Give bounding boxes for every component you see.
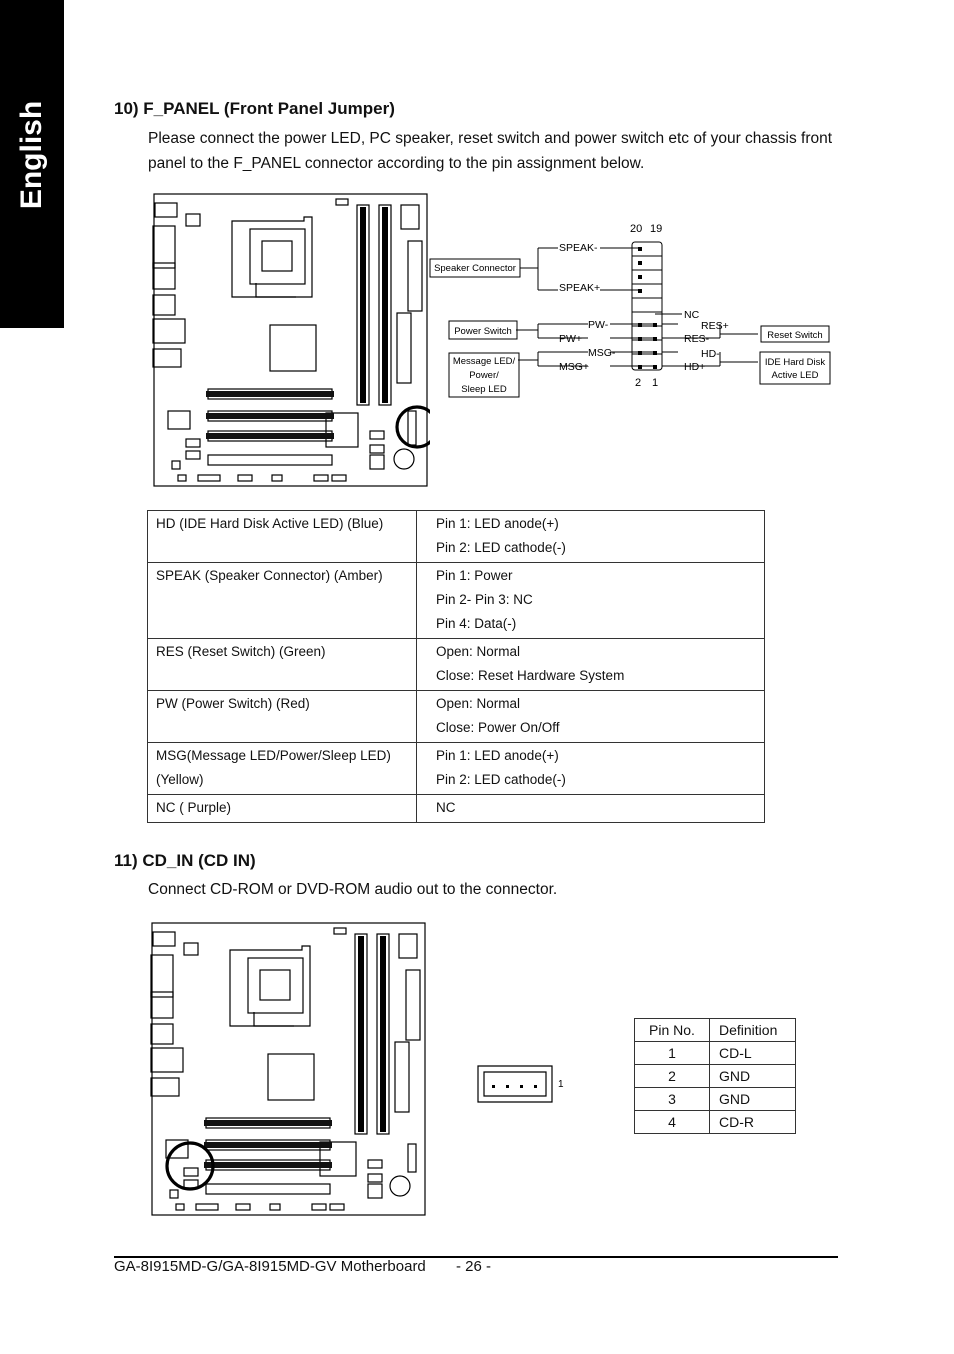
table-cell: SPEAK (Speaker Connector) (Amber) (148, 563, 417, 639)
pin-definition: CD-R (710, 1111, 796, 1134)
cdin-connector (476, 1064, 572, 1104)
hd-minus-label: HD- (701, 348, 720, 360)
pin-number: 3 (635, 1088, 710, 1111)
msg-box-line-3: Sleep LED (461, 384, 507, 395)
footer-model: GA-8I915MD-G/GA-8I915MD-GV Motherboard (114, 1258, 426, 1275)
hd-plus-label: HD+ (684, 361, 706, 373)
pin-number: 1 (635, 1042, 710, 1065)
table-row (635, 1088, 796, 1111)
table-cell: Pin 1: Power Pin 2- Pin 3: NC Pin 4: Data(-) (417, 563, 765, 639)
ide-box-line-1: IDE Hard Disk (764, 357, 826, 368)
power-switch-box: Power Switch (454, 326, 512, 337)
pin-1-label: 1 (652, 377, 659, 389)
table-row (148, 691, 765, 743)
motherboard-diagram-cdin (148, 922, 428, 1217)
section-10-heading: 10) F_PANEL (Front Panel Jumper) (114, 99, 395, 118)
table-cell: PW (Power Switch) (Red) (148, 691, 417, 743)
pin-20-label: 20 (630, 223, 643, 235)
table-cell: RES (Reset Switch) (Green) (148, 639, 417, 691)
motherboard-diagram-fpanel (150, 193, 430, 488)
table-cell: MSG(Message LED/Power/Sleep LED) (Yellow) (148, 743, 417, 795)
footer-page-number: - 26 - (456, 1258, 492, 1275)
section-10-line-2: panel to the F_PANEL connector according to the pin assignment below. (148, 155, 645, 172)
pin-19-label: 19 (650, 223, 663, 235)
pw-plus-label: PW+ (559, 333, 583, 345)
pw-minus-label: PW- (588, 319, 609, 331)
pin-2-label: 2 (635, 377, 642, 389)
res-plus-label: RES+ (701, 320, 729, 332)
table-cell: NC (417, 795, 765, 823)
pin-definition: GND (710, 1065, 796, 1088)
fpanel-pin-diagram (420, 218, 840, 400)
table-cell: Open: Normal Close: Reset Hardware System (417, 639, 765, 691)
table-row (148, 639, 765, 691)
table-row (148, 511, 765, 563)
speak-plus-label: SPEAK+ (559, 282, 601, 294)
table-row (148, 743, 765, 795)
ide-box-line-2: Active LED (771, 370, 819, 381)
pin-definition: CD-L (710, 1042, 796, 1065)
msg-plus-label: MSG+ (559, 361, 590, 373)
side-tab-label: English (15, 100, 48, 210)
section-10-paragraph (148, 126, 832, 176)
language-side-tab (0, 0, 64, 328)
speak-minus-label: SPEAK- (559, 242, 598, 254)
reset-switch-box: Reset Switch (767, 330, 823, 341)
pin-number: 2 (635, 1065, 710, 1088)
table-cell: HD (IDE Hard Disk Active LED) (Blue) (148, 511, 417, 563)
speaker-connector-box: Speaker Connector (434, 263, 516, 274)
fpanel-pin-table (147, 510, 765, 823)
table-header-row (635, 1019, 796, 1042)
msg-box-line-2: Power/ (469, 370, 499, 381)
section-11-paragraph: Connect CD-ROM or DVD-ROM audio out to the connector. (148, 881, 558, 898)
pin-definition: GND (710, 1088, 796, 1111)
res-minus-label: RES- (684, 333, 710, 345)
table-cell: Open: Normal Close: Power On/Off (417, 691, 765, 743)
table-row (635, 1065, 796, 1088)
table-cell: Pin 1: LED anode(+) Pin 2: LED cathode(-) (417, 511, 765, 563)
cdin-pin-table (634, 1018, 796, 1134)
table-row (635, 1042, 796, 1065)
header-pin-no: Pin No. (635, 1019, 710, 1042)
header-definition: Definition (710, 1019, 796, 1042)
section-10-line-1: Please connect the power LED, PC speaker, reset switch and power switch etc of your chassis front (148, 130, 833, 147)
pin-number: 4 (635, 1111, 710, 1134)
table-cell: NC ( Purple) (148, 795, 417, 823)
msg-box-line-1: Message LED/ (452, 356, 516, 367)
table-cell: Pin 1: LED anode(+) Pin 2: LED cathode(-) (417, 743, 765, 795)
nc-label: NC (684, 309, 700, 321)
table-row (148, 795, 765, 823)
table-row (148, 563, 765, 639)
section-11-heading: 11) CD_IN (CD IN) (114, 851, 256, 870)
msg-minus-label: MSG- (588, 347, 616, 359)
table-row (635, 1111, 796, 1134)
cdin-pin-1-label: 1 (558, 1079, 564, 1090)
